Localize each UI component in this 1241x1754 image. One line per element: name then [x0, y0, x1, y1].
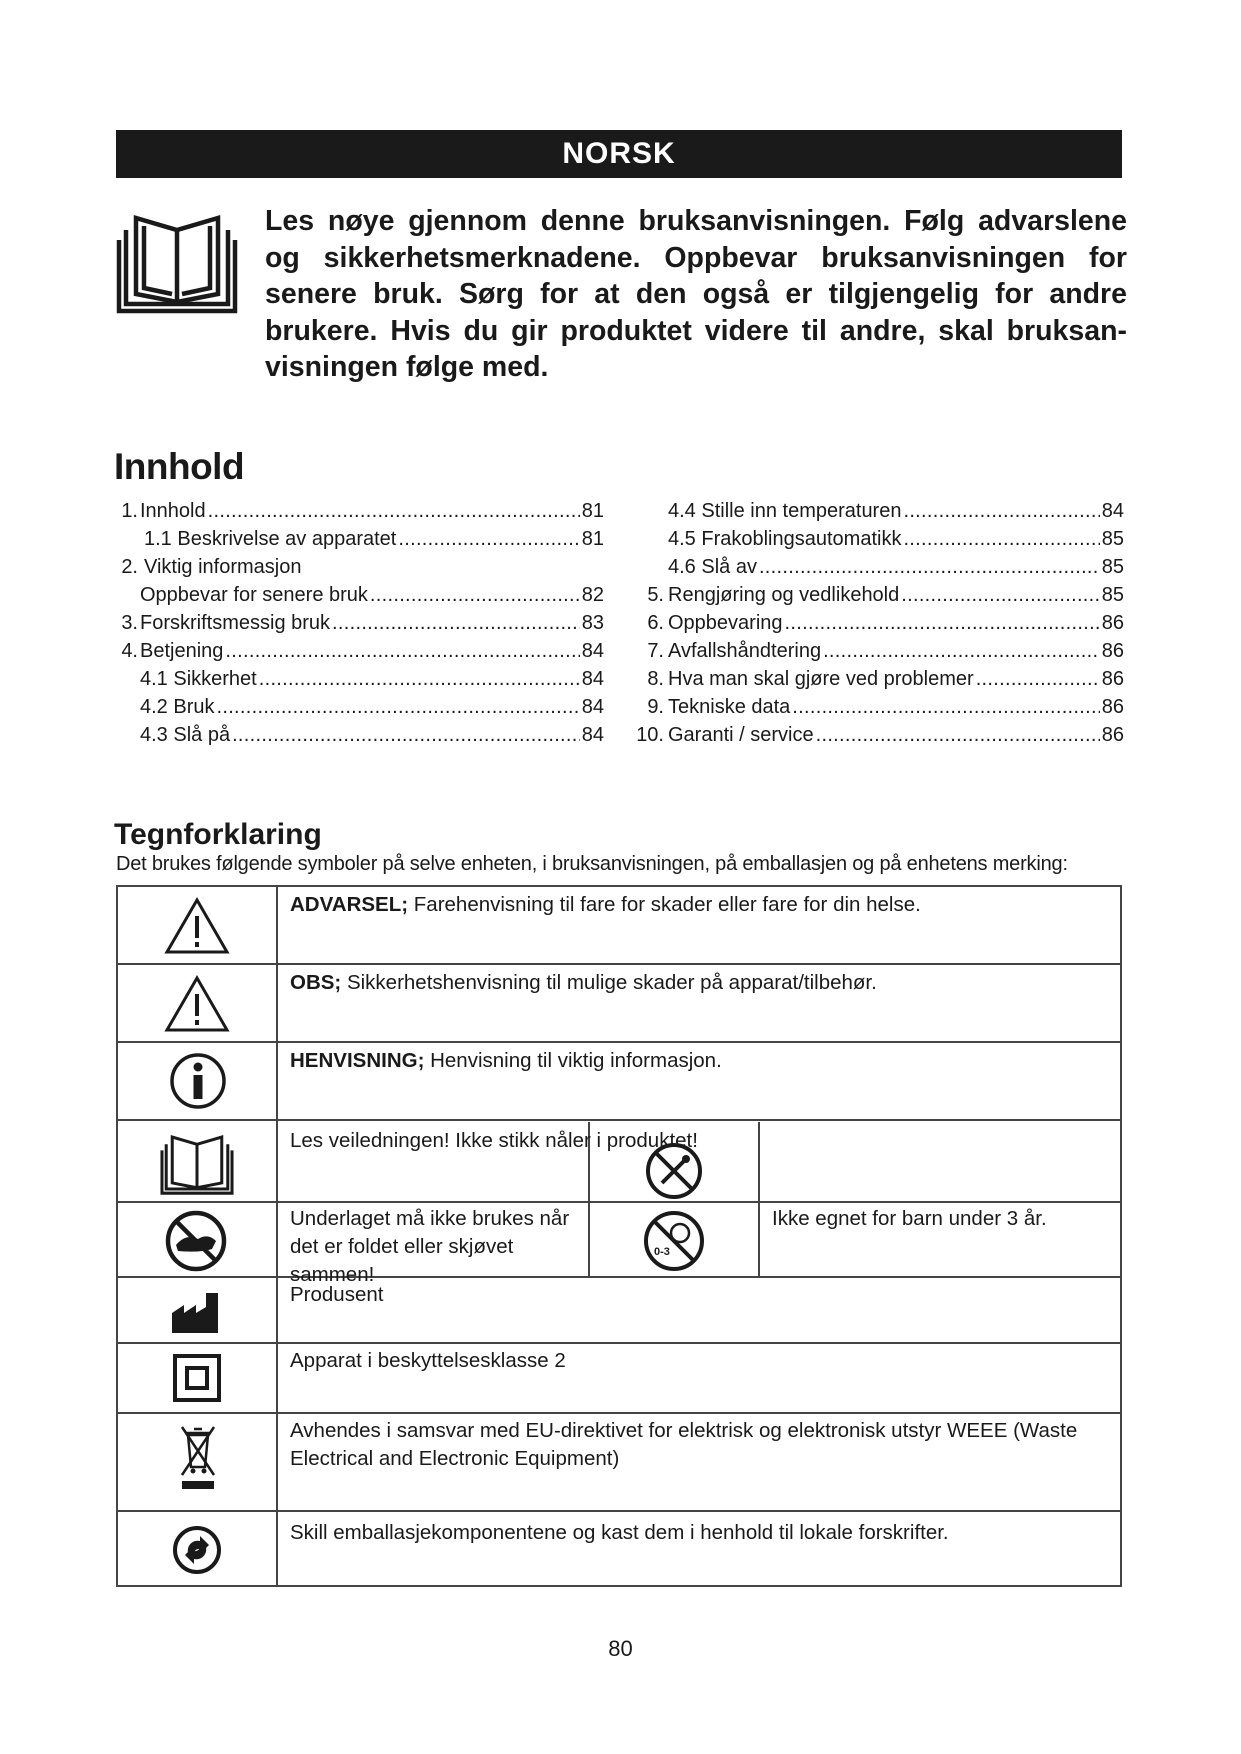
- toc-entry[interactable]: 4.5 Frakoblingsautomatikk ..... 85: [636, 525, 1124, 553]
- double-insulation-icon: [172, 1353, 222, 1403]
- symbol-legend-table: [116, 885, 1122, 1587]
- toc-entry[interactable]: 4.2 Bruk ..... 84: [116, 693, 604, 721]
- intro-paragraph: Les nøye gjennom denne bruksanvisningen. Følg advarslene og sikkerhetsmerknadene. Oppbevar bruksanvisningen for senere bruk. Sørg for at den også er tilgjengelig for andre brukere. Hvis du gir produktet videre til andre, skal bruksan-visningen følge med.: [265, 205, 1127, 383]
- manufacturer-description: Produsent: [290, 1283, 384, 1306]
- toc-entry[interactable]: 7. Avfallshåndtering ..... 86: [636, 637, 1124, 665]
- weee-bin-icon: [178, 1421, 218, 1493]
- recycle-description: Skill emballasjekomponentene og kast dem i henhold til lokale forskrifter.: [290, 1521, 949, 1544]
- class2-description: Apparat i beskyttelsesklasse 2: [290, 1349, 566, 1372]
- not-folded-description: Underlaget må ikke brukes når det er foldet eller skjøvet sammen!: [290, 1207, 570, 1286]
- not-for-children-icon: [642, 1209, 706, 1273]
- toc-entry[interactable]: 9. Tekniske data ..... 86: [636, 693, 1124, 721]
- toc-entry[interactable]: 1. Innhold ..... 81: [116, 497, 604, 525]
- language-banner: NORSK: [116, 130, 1122, 178]
- legend-intro: Det brukes følgende symboler på selve enheten, i bruksanvisningen, på emballasjen og på enhetens merking:: [116, 853, 1068, 875]
- legend-heading: Tegnforklaring: [114, 818, 322, 851]
- toc-entry[interactable]: 10. Garanti / service ..... 86: [636, 721, 1124, 749]
- toc-entry[interactable]: 2. Viktig informasjon: [121, 556, 302, 578]
- green-dot-recycle-icon: [172, 1525, 222, 1575]
- page-number: 80: [608, 1636, 633, 1661]
- toc-entry[interactable]: 3. Forskriftsmessig bruk ..... 83: [116, 609, 604, 637]
- toc-entry[interactable]: 4.6 Slå av ..... 85: [636, 553, 1124, 581]
- toc-entry[interactable]: 4.3 Slå på ..... 84: [116, 721, 604, 749]
- toc-left-column: [116, 497, 604, 749]
- caution-description: OBS; Sikkerhetshenvisning til mulige skader på apparat/tilbehør.: [290, 971, 877, 994]
- contents-heading: Innhold: [114, 446, 245, 487]
- toc-entry[interactable]: Oppbevar for senere bruk ..... 82: [116, 581, 604, 609]
- toc-entry[interactable]: 4.1 Sikkerhet ..... 84: [116, 665, 604, 693]
- children-description: Ikke egnet for barn under 3 år.: [772, 1207, 1047, 1230]
- warning-description: ADVARSEL; Farehenvisning til fare for skader eller fare for din helse.: [290, 893, 921, 916]
- read-manual-description: Les veiledningen! Ikke stikk nåler i produktet!: [290, 1129, 698, 1152]
- toc-right-column: [636, 497, 1124, 749]
- toc-entry[interactable]: 8. Hva man skal gjøre ved problemer ..... 86: [636, 665, 1124, 693]
- caution-triangle-icon: [164, 975, 230, 1033]
- no-folding-icon: [164, 1209, 228, 1273]
- toc-entry[interactable]: 5. Rengjøring og vedlikehold ..... 85: [636, 581, 1124, 609]
- toc-entry[interactable]: 4.4 Stille inn temperaturen ..... 84: [636, 497, 1124, 525]
- note-description: HENVISNING; Henvisning til viktig informasjon.: [290, 1049, 722, 1072]
- info-icon: [168, 1051, 228, 1111]
- weee-description: Avhendes i samsvar med EU-direktivet for elektrisk og elektronisk utstyr WEEE (Waste Electrical and Electronic Equipment): [290, 1419, 1078, 1470]
- age-label: 0-3: [654, 1246, 670, 1258]
- read-manual-book-icon: [116, 208, 238, 314]
- toc-entry[interactable]: 1.1 Beskrivelse av apparatet ..... 81: [116, 525, 604, 553]
- no-needles-icon: [644, 1141, 704, 1201]
- toc-entry[interactable]: 6. Oppbevaring ..... 86: [636, 609, 1124, 637]
- factory-icon: [170, 1291, 222, 1335]
- book-icon: [160, 1131, 234, 1195]
- warning-triangle-icon: [164, 897, 230, 955]
- toc-entry[interactable]: 4. Betjening ..... 84: [116, 637, 604, 665]
